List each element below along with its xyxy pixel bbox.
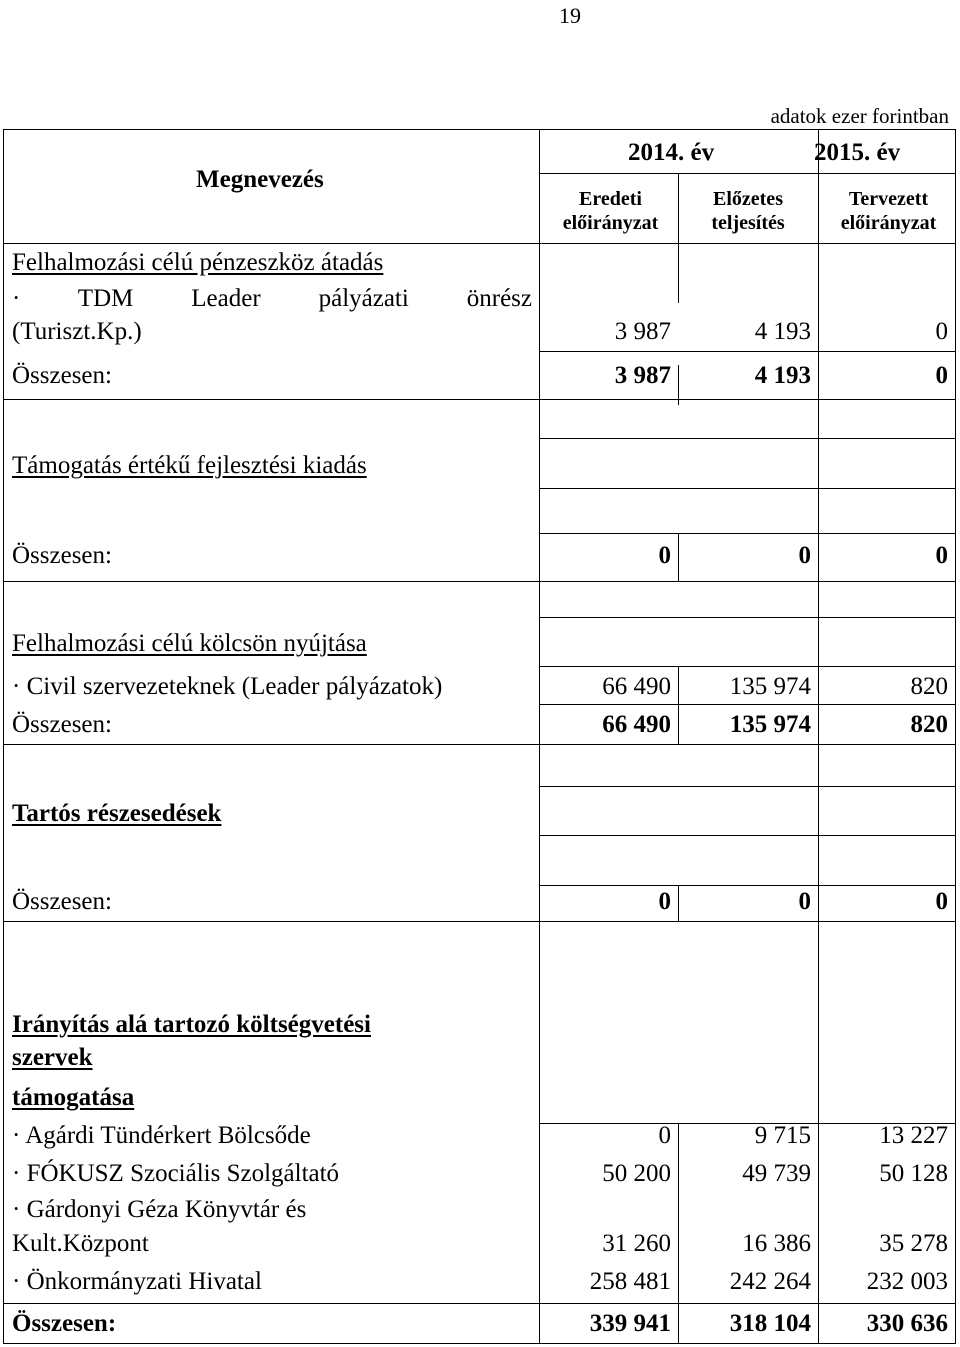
value-tervezett: 35 278: [879, 1230, 948, 1257]
total-tervezett: 0: [935, 362, 948, 389]
item-label-cont: Kult.Központ: [12, 1230, 149, 1257]
total-elozetes: 0: [798, 542, 811, 569]
table-border-top: [3, 129, 956, 130]
total-tervezett: 0: [935, 888, 948, 915]
total-tervezett: 820: [910, 711, 948, 738]
total-label: Összesen:: [12, 362, 112, 389]
section-title: Támogatás értékű fejlesztési kiadás: [12, 452, 367, 479]
total-eredeti: 66 490: [602, 711, 671, 738]
col-divider-sub: [678, 173, 679, 243]
total-elozetes: 4 193: [754, 362, 811, 389]
rule-s5-items: [3, 1303, 956, 1304]
rule-header-end: [3, 243, 956, 244]
total-label: Összesen:: [12, 1310, 117, 1337]
value-elozetes: 4 193: [754, 318, 811, 345]
value-eredeti: 31 260: [602, 1230, 671, 1257]
col-divider-2b: [678, 243, 679, 303]
total-tervezett: 330 636: [866, 1310, 948, 1337]
value-elozetes: 49 739: [742, 1160, 811, 1187]
total-label: Összesen:: [12, 888, 112, 915]
section-title-cont: szervek: [12, 1044, 93, 1071]
rule-s4-total: [3, 921, 956, 922]
section-title: Felhalmozási célú kölcsön nyújtása: [12, 630, 367, 657]
rule-s1-item: [539, 351, 956, 352]
rule-s2-mid: [539, 533, 956, 534]
rule-s4-sep: [539, 786, 956, 787]
page-number: 19: [559, 3, 581, 28]
section-title-cont: támogatása: [12, 1084, 135, 1111]
rule-s1-total: [3, 399, 956, 400]
rule-s3-item: [539, 704, 956, 705]
value-tervezett: 50 128: [879, 1160, 948, 1187]
rule-s3-sep: [539, 617, 956, 618]
value-eredeti: 3 987: [614, 318, 671, 345]
item-label: · TDM Leader pályázati önrész: [12, 285, 532, 312]
unit-note: adatok ezer forintban: [770, 104, 949, 128]
header-year-2015: 2015. év: [814, 139, 901, 166]
value-eredeti: 66 490: [602, 673, 671, 700]
value-elozetes: 242 264: [729, 1268, 811, 1295]
rule-s3-total: [3, 744, 956, 745]
header-col-eredeti: Eredeti előirányzat: [562, 188, 659, 234]
table-border-bottom: [3, 1343, 956, 1344]
rule-s4-mid: [539, 885, 956, 886]
value-eredeti: 0: [658, 1122, 671, 1149]
item-label: · Civil szervezeteknek (Leader pályázatok): [12, 673, 443, 700]
col-divider-1: [539, 129, 540, 1344]
item-label: · Önkormányzati Hivatal: [12, 1268, 262, 1295]
total-eredeti: 0: [658, 888, 671, 915]
header-name-col: Megnevezés: [196, 166, 324, 193]
table-border-left: [3, 129, 4, 1344]
item-label: · Agárdi Tündérkert Bölcsőde: [12, 1122, 311, 1149]
value-tervezett: 13 227: [879, 1122, 948, 1149]
total-tervezett: 0: [935, 542, 948, 569]
rule-header-year: [539, 173, 956, 174]
rule-s2-sep: [539, 438, 956, 439]
item-label: · Gárdonyi Géza Könyvtár és: [12, 1196, 307, 1223]
item-label-cont: (Turiszt.Kp.): [12, 318, 142, 345]
header-col-elozetes: Előzetes teljesítés: [711, 188, 785, 234]
value-elozetes: 9 715: [754, 1122, 811, 1149]
rule-s4-title: [539, 835, 956, 836]
value-eredeti: 258 481: [589, 1268, 671, 1295]
header-year-2014: 2014. év: [628, 139, 715, 166]
rule-s2-total: [3, 581, 956, 582]
total-elozetes: 318 104: [729, 1310, 811, 1337]
value-tervezett: 820: [910, 673, 948, 700]
section-title: Tartós részesedések: [12, 800, 222, 827]
total-elozetes: 135 974: [729, 711, 811, 738]
item-label: · FÓKUSZ Szociális Szolgáltató: [12, 1160, 340, 1187]
table-border-right: [955, 129, 956, 1344]
value-tervezett: 0: [935, 318, 948, 345]
value-elozetes: 16 386: [742, 1230, 811, 1257]
value-elozetes: 135 974: [729, 673, 811, 700]
total-eredeti: 0: [658, 542, 671, 569]
section-title: Felhalmozási célú pénzeszköz átadás: [12, 249, 384, 276]
header-col-tervezett: Tervezett előirányzat: [840, 188, 937, 234]
total-eredeti: 339 941: [589, 1310, 671, 1337]
total-label: Összesen:: [12, 711, 112, 738]
section-title: Irányítás alá tartozó költségvetési: [12, 1011, 371, 1038]
col-divider-2: [818, 129, 819, 1344]
total-elozetes: 0: [798, 888, 811, 915]
total-eredeti: 3 987: [614, 362, 671, 389]
rule-s2-title: [539, 488, 956, 489]
total-label: Összesen:: [12, 542, 112, 569]
rule-s3-title: [539, 666, 956, 667]
value-eredeti: 50 200: [602, 1160, 671, 1187]
value-tervezett: 232 003: [866, 1268, 948, 1295]
